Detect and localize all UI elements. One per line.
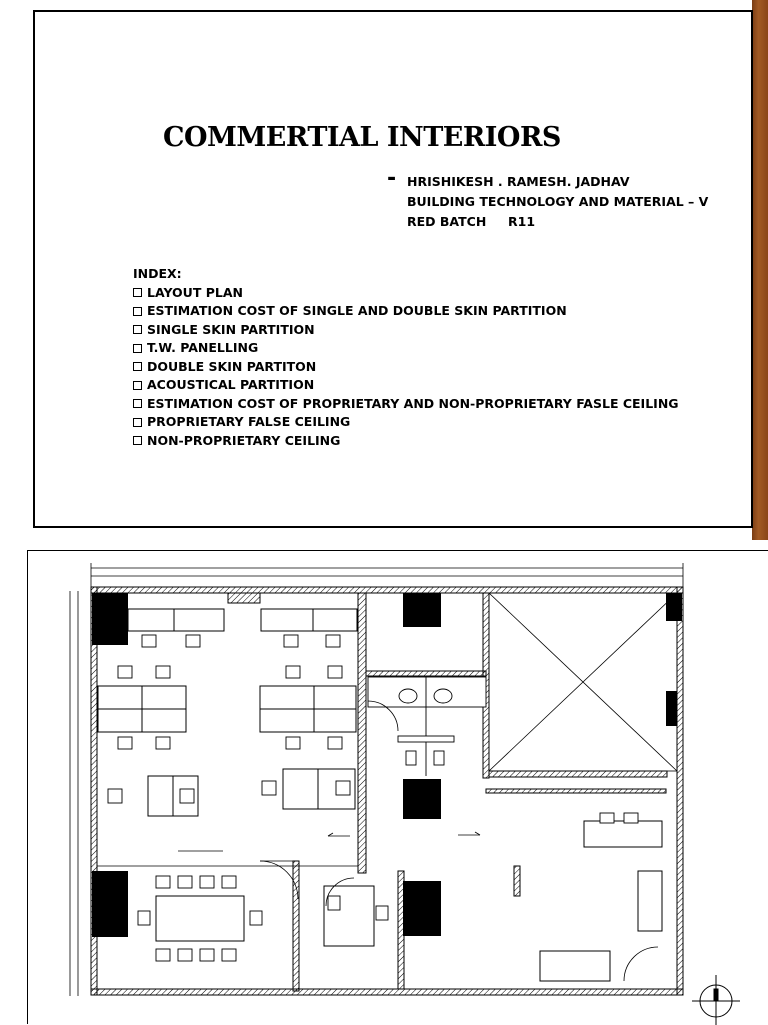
checkbox-icon [133,344,142,353]
checkbox-icon [133,381,142,390]
index-list [133,265,679,450]
cover-slide [33,10,753,528]
wooden-frame-edge [752,0,768,540]
checkbox-icon [133,288,142,297]
toilets [368,677,486,776]
index-item: SINGLE SKIN PARTITION [133,321,679,340]
checkbox-icon [133,399,142,408]
batch-label: RED BATCH R11 [407,214,536,229]
checkbox-icon [133,362,142,371]
author-name: HRISHIKESH . RAMESH. JADHAV [407,174,630,189]
checkbox-icon [133,418,142,427]
north-arrow-icon [692,975,740,1025]
author-block [407,172,708,232]
checkbox-icon [133,436,142,445]
index-item: PROPRIETARY FALSE CEILING [133,413,679,432]
checkbox-icon [133,325,142,334]
index-item: NON-PROPRIETARY CEILING [133,432,679,451]
course-name: BUILDING TECHNOLOGY AND MATERIAL – V [407,194,709,209]
index-item: DOUBLE SKIN PARTITON [133,358,679,377]
index-item: ESTIMATION COST OF PROPRIETARY AND NON-PROPRIETARY FASLE CEILING [133,395,679,414]
index-heading: INDEX: [133,266,182,281]
checkbox-icon [133,307,142,316]
layout-plan-drawing [27,550,768,1024]
index-item: ESTIMATION COST OF SINGLE AND DOUBLE SKIN PARTITION [133,302,679,321]
index-item: T.W. PANELLING [133,339,679,358]
void-cross [489,593,677,771]
index-item: ACOUSTICAL PARTITION [133,376,679,395]
floor-plan-svg [28,551,768,1025]
index-item: LAYOUT PLAN [133,284,679,303]
author-dash: - [387,166,397,191]
page-title: COMMERTIAL INTERIORS [163,122,561,153]
